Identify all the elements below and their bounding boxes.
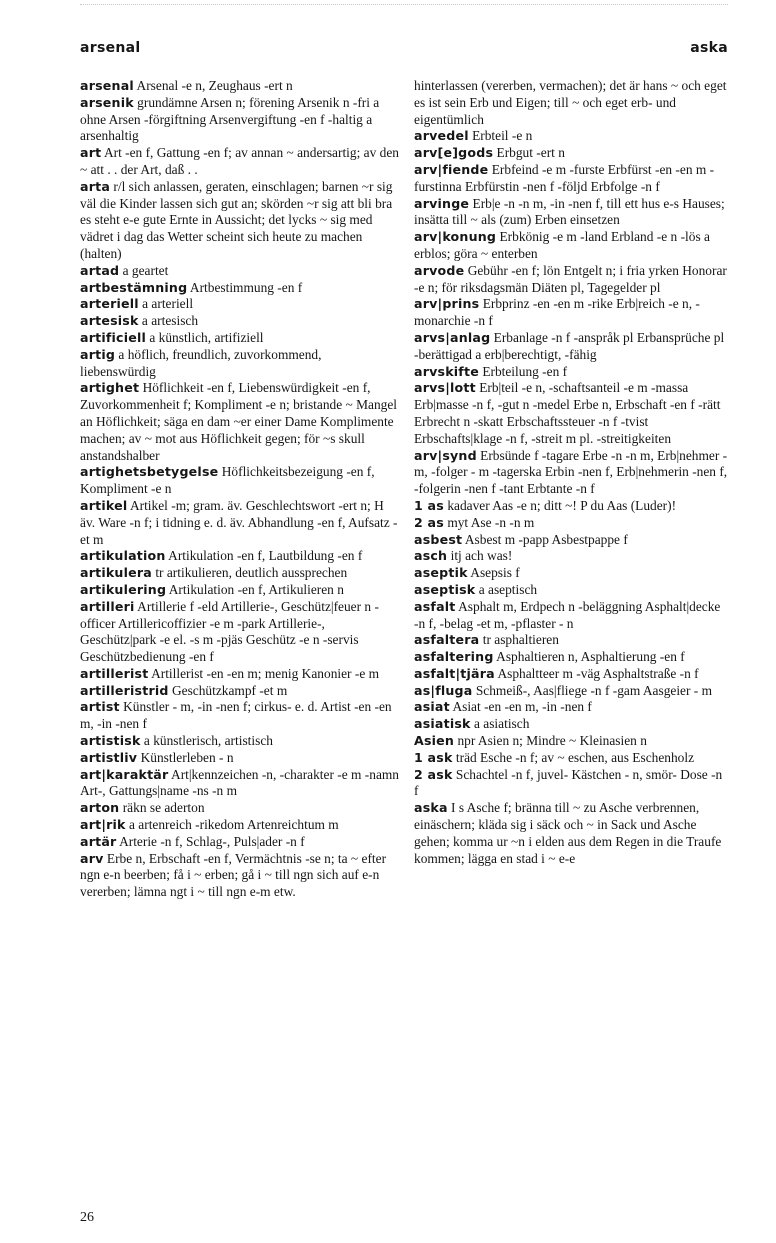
dictionary-entry (414, 364, 728, 381)
entry-definition: a höflich, freundlich, zuvorkommend, liebenswürdig (80, 346, 322, 379)
entry-definition: Erbanlage -n f -anspråk pl Erbansprüche pl -berättigad a erb|berechtigt, -fähig (414, 329, 725, 362)
entry-definition: träd Esche -n f; av ~ eschen, aus Eschenholz (455, 749, 695, 765)
entry-definition: a artenreich -rikedom Artenreichtum m (129, 817, 339, 833)
headword: artbestämning (80, 279, 188, 295)
entry-definition: Künstlerleben - n (140, 749, 234, 765)
headword: artistisk (80, 733, 141, 749)
entry-definition: Arsenal -e n, Zeughaus -ert n (136, 78, 293, 93)
headword: artikulering (80, 581, 167, 597)
entry-definition: Artikulation -en f, Artikulieren n (168, 581, 344, 597)
dictionary-entry (414, 263, 728, 297)
dictionary-entry (80, 380, 400, 464)
entry-definition: a artesisch (141, 313, 199, 329)
dictionary-entry (414, 800, 728, 867)
headword: arteriell (80, 296, 139, 312)
headword: artig (80, 346, 116, 362)
headword: arvedel (414, 128, 469, 144)
dictionary-entry (414, 128, 728, 145)
entry-definition: Arterie -n f, Schlag-, Puls|ader -n f (119, 833, 305, 849)
dictionary-entry (80, 851, 400, 901)
headword: asfaltering (414, 649, 494, 665)
dictionary-entry (414, 448, 728, 498)
entry-definition: räkn se aderton (122, 800, 205, 816)
dictionary-entry (80, 313, 400, 330)
dictionary-entry (80, 565, 400, 582)
headword: arvs|anlag (414, 329, 491, 345)
dictionary-entry (80, 347, 400, 381)
dictionary-entry (80, 599, 400, 666)
headword: artikulation (80, 548, 166, 564)
headword: artikel (80, 497, 128, 513)
entry-definition: Erbfeind -e m -furste Erbfürst -en -en m -furstinna Erbfürstin -nen f -följd Erbfolge -n f (414, 161, 715, 194)
dictionary-entry (80, 834, 400, 851)
dictionary-entry (80, 582, 400, 599)
dictionary-entry (80, 750, 400, 767)
entry-definition: Art|kennzeichen -n, -charakter -e m -namn Art-, Gattungs|name -ns -n m (80, 766, 400, 799)
headword: asfaltera (414, 632, 480, 648)
entry-definition: Erb|e -n -n m, -in -nen f, till ett hus e-s Hauses; insätta till ~ als (zum) Erben einsetzen (414, 195, 725, 228)
entry-definition: Asbest m -papp Asbestpappe f (464, 531, 628, 547)
entry-definition: Asepsis f (470, 565, 520, 581)
headword: art (80, 145, 102, 161)
headword: artad (80, 262, 120, 278)
dictionary-entry (414, 196, 728, 230)
entry-definition: a asiatisch (473, 716, 530, 732)
dictionary-entry (414, 632, 728, 649)
headword: artistliv (80, 749, 138, 765)
headword: arv|synd (414, 447, 477, 463)
entry-definition: Art -en f, Gattung -en f; av annan ~ andersartig; av den ~ att . . der Art, daß . . (80, 145, 399, 177)
dictionary-entry (414, 548, 728, 565)
dictionary-entry (414, 380, 728, 447)
headword: asfalt (414, 598, 456, 614)
headword: 1 ask (414, 749, 453, 765)
headword: artillerist (80, 665, 149, 681)
entry-definition: myt Ase -n -n m (447, 514, 535, 530)
headword: asiat (414, 699, 450, 715)
dictionary-entry (80, 767, 400, 801)
running-head-left: arsenal (80, 40, 141, 56)
dictionary-entry (80, 683, 400, 700)
headword: arton (80, 800, 120, 816)
dictionary-entry (414, 716, 728, 733)
headword: asch (414, 548, 448, 564)
dictionary-entry (414, 683, 728, 700)
entry-definition: Gebühr -en f; lön Entgelt n; i fria yrken Honorar -e n; för riksdagsmän Diäten pl, Tagegelder pl (414, 262, 727, 295)
entry-definition: Erbe n, Erbschaft -en f, Vermächtnis -se n; ta ~ efter ngn e-n beerben; få i ~ erben; gå i ~ till ngn sich auf e-n vererben; lämna ngt i ~ till ngn e-m etw. (80, 850, 387, 900)
entry-definition: Schachtel -n f, juvel- Kästchen - n, smör- Dose -n f (414, 766, 723, 799)
entry-definition: tr asphaltieren (482, 632, 559, 648)
entry-definition: Erbteilung -en f (482, 363, 568, 379)
dictionary-entry (80, 145, 400, 179)
entry-definition: Artillerist -en -en m; menig Kanonier -e m (151, 665, 380, 681)
entry-definition: Erbteil -e n (472, 128, 533, 144)
dictionary-entry (80, 464, 400, 498)
headword: as|fluga (414, 682, 473, 698)
dictionary-entry (80, 263, 400, 280)
headword: arv|konung (414, 229, 497, 245)
dictionary-entry (414, 699, 728, 716)
top-rule (80, 4, 728, 5)
entry-definition: Artikel -m; gram. äv. Geschlechtswort -ert n; H äv. Ware -n f; i tidning e. d. äv. Abhandlung -en f, Aufsatz -et m (80, 497, 398, 547)
dictionary-entry (414, 78, 728, 128)
dictionary-entry (414, 145, 728, 162)
dictionary-entry (80, 817, 400, 834)
dictionary-entry (80, 179, 400, 263)
entry-definition: a geartet (122, 262, 169, 278)
headword: arsenik (80, 94, 134, 110)
dictionary-entry (414, 750, 728, 767)
dictionary-entry (80, 800, 400, 817)
entry-definition: kadaver Aas -e n; ditt ~! P du Aas (Luder)! (447, 497, 677, 513)
entry-definition: Erb|teil -e n, -schaftsanteil -e m -massa Erb|masse -n f, -gut n -medel Erbe n, Erbschaft -en f -rätt Erbrecht n -skatt Erbschaftssteuer -n f -tvist Erbschafts|klage -n f, -streit m pl. -streitigkeiten (414, 380, 721, 446)
dictionary-entry (414, 515, 728, 532)
dictionary-entry (414, 767, 728, 801)
entry-definition: a arteriell (142, 296, 194, 312)
headword: aseptik (414, 565, 468, 581)
dictionary-entry (80, 95, 400, 145)
entry-definition: Höflichkeitsbezeigung -en f, Kompliment -e n (80, 464, 375, 497)
entry-definition: hinterlassen (vererben, vermachen); det är hans ~ och eget es ist sein Erb und Eigen; till ~ och eget erb- und eigentümlich (414, 78, 727, 127)
entry-definition: a aseptisch (478, 581, 538, 597)
entry-definition: Erbprinz -en -en m -rike Erb|reich -e n, -monarchie -n f (414, 296, 700, 329)
dictionary-entry (414, 498, 728, 515)
headword: 2 ask (414, 766, 453, 782)
entry-definition: Asiat -en -en m, -in -nen f (452, 699, 592, 715)
page-number: 26 (80, 1210, 94, 1225)
entry-definition: npr Asien n; Mindre ~ Kleinasien n (457, 733, 647, 749)
headword: aseptisk (414, 581, 476, 597)
dictionary-entry (414, 666, 728, 683)
entry-definition: grundämne Arsen n; förening Arsenik n -fri a ohne Arsen -förgiftning Arsenvergiftung -en f -haltig a arsenhaltig (80, 94, 380, 144)
entry-definition: Asphaltteer m -väg Asphaltstraße -n f (497, 665, 699, 681)
entry-definition: tr artikulieren, deutlich aussprechen (155, 565, 348, 581)
entry-definition: Geschützkampf -et m (171, 682, 288, 698)
headword: arv (80, 850, 104, 866)
headword: artighet (80, 380, 140, 396)
headword: aska (414, 800, 448, 816)
headword: artist (80, 699, 120, 715)
entry-definition: Asphalt m, Erdpech n -beläggning Asphalt|decke -n f, -belag -et m, -pflaster - n (414, 598, 721, 631)
dictionary-entry (414, 565, 728, 582)
entry-definition: Künstler - m, -in -nen f; cirkus- e. d. Artist -en -en m, -in -nen f (80, 699, 392, 732)
entry-definition: a künstlerisch, artistisch (143, 733, 273, 749)
entry-definition: Artbestimmung -en f (189, 279, 303, 295)
headword: artilleristrid (80, 682, 169, 698)
dictionary-entry (414, 330, 728, 364)
dictionary-entry (80, 548, 400, 565)
headword: artikulera (80, 565, 152, 581)
dictionary-entry (414, 733, 728, 750)
headword: arv[e]gods (414, 145, 494, 161)
headword: arta (80, 178, 111, 194)
headword: asbest (414, 531, 463, 547)
dictionary-entry (414, 229, 728, 263)
headword: Asien (414, 733, 455, 749)
dictionary-entry (80, 699, 400, 733)
dictionary-entry (80, 78, 400, 95)
entry-definition: Artillerie f -eld Artillerie-, Geschütz|feuer n -officer Artillericoffizier -e m -park Artillerie-, Geschütz|park -e el. -s m -pjäs Geschütz -e n -servis Geschützbedienung -en f (80, 598, 379, 665)
headword: arvode (414, 262, 465, 278)
entry-definition: Erbgut -ert n (496, 145, 565, 161)
entry-definition: Asphaltieren n, Asphaltierung -en f (496, 649, 685, 665)
headword: 1 as (414, 497, 444, 513)
headword: art|karaktär (80, 766, 169, 782)
headword: 2 as (414, 514, 444, 530)
dictionary-entry (80, 733, 400, 750)
entry-definition: itj ach was! (450, 548, 513, 564)
headword: artär (80, 833, 117, 849)
headword: arvskifte (414, 363, 479, 379)
entry-definition: Erbkönig -e m -land Erbland -e n -lös a erblos; göra ~ enterben (414, 229, 710, 261)
dictionary-entry (414, 296, 728, 330)
dictionary-entry (414, 162, 728, 196)
entry-definition: Schmeiß-, Aas|fliege -n f -gam Aasgeier - m (475, 682, 713, 698)
dictionary-entry (80, 280, 400, 297)
dictionary-entry (414, 599, 728, 633)
headword: asiatisk (414, 716, 471, 732)
headword: arsenal (80, 78, 134, 93)
dictionary-entry (414, 532, 728, 549)
dictionary-entry (414, 649, 728, 666)
headword: arv|prins (414, 296, 480, 312)
entry-definition: r/l sich anlassen, geraten, einschlagen; barnen ~r sig väl die Kinder lassen sich gut an; skörden ~r sig att bli bra es steht e-e gute Ernte in Aussicht; det lycks ~ sig med vädret i dag das Wetter scheint sich heute zu machen (halten) (80, 178, 393, 261)
headword: arv|fiende (414, 161, 489, 177)
headword: arvinge (414, 195, 470, 211)
right-column (414, 78, 728, 867)
headword: artighetsbetygelse (80, 464, 219, 480)
entry-definition: a künstlich, artifiziell (149, 329, 264, 345)
dictionary-entry (80, 296, 400, 313)
entry-definition: Höflichkeit -en f, Liebenswürdigkeit -en f, Zuvorkommenheit f; Kompliment -e n; bristande ~ Mangel an Höflichkeit; säga en dam ~er einer Dame Komplimente machen; av ~ mot aus Höflichkeit gegen; för ~s skull anstandshalber (80, 380, 398, 463)
dictionary-entry (80, 330, 400, 347)
entry-definition: I s Asche f; bränna till ~ zu Asche verbrennen, einäschern; kläda sig i säck och ~ in Sack und Asche gehen; komma ur ~n i elden aus dem Regen in die Traufe kommen; lägga en stad i ~ e-e (414, 800, 722, 866)
headword: art|rik (80, 817, 126, 833)
headword: asfalt|tjära (414, 665, 495, 681)
entry-definition: Artikulation -en f, Lautbildung -en f (168, 548, 363, 564)
headword: artesisk (80, 313, 139, 329)
headword: artilleri (80, 598, 135, 614)
headword: artificiell (80, 329, 146, 345)
dictionary-entry (414, 582, 728, 599)
running-head-right: aska (690, 40, 728, 56)
dictionary-entry (80, 666, 400, 683)
dictionary-entry (80, 498, 400, 548)
entry-definition: Erbsünde f -tagare Erbe -n -n m, Erb|nehmer - m, -folger - m -tagerska Erbin -nen f, Erb|nehmerin -nen f, -folgerin -nen f -tant Erbtante -n f (414, 447, 728, 497)
left-column (80, 78, 400, 901)
headword: arvs|lott (414, 380, 476, 396)
